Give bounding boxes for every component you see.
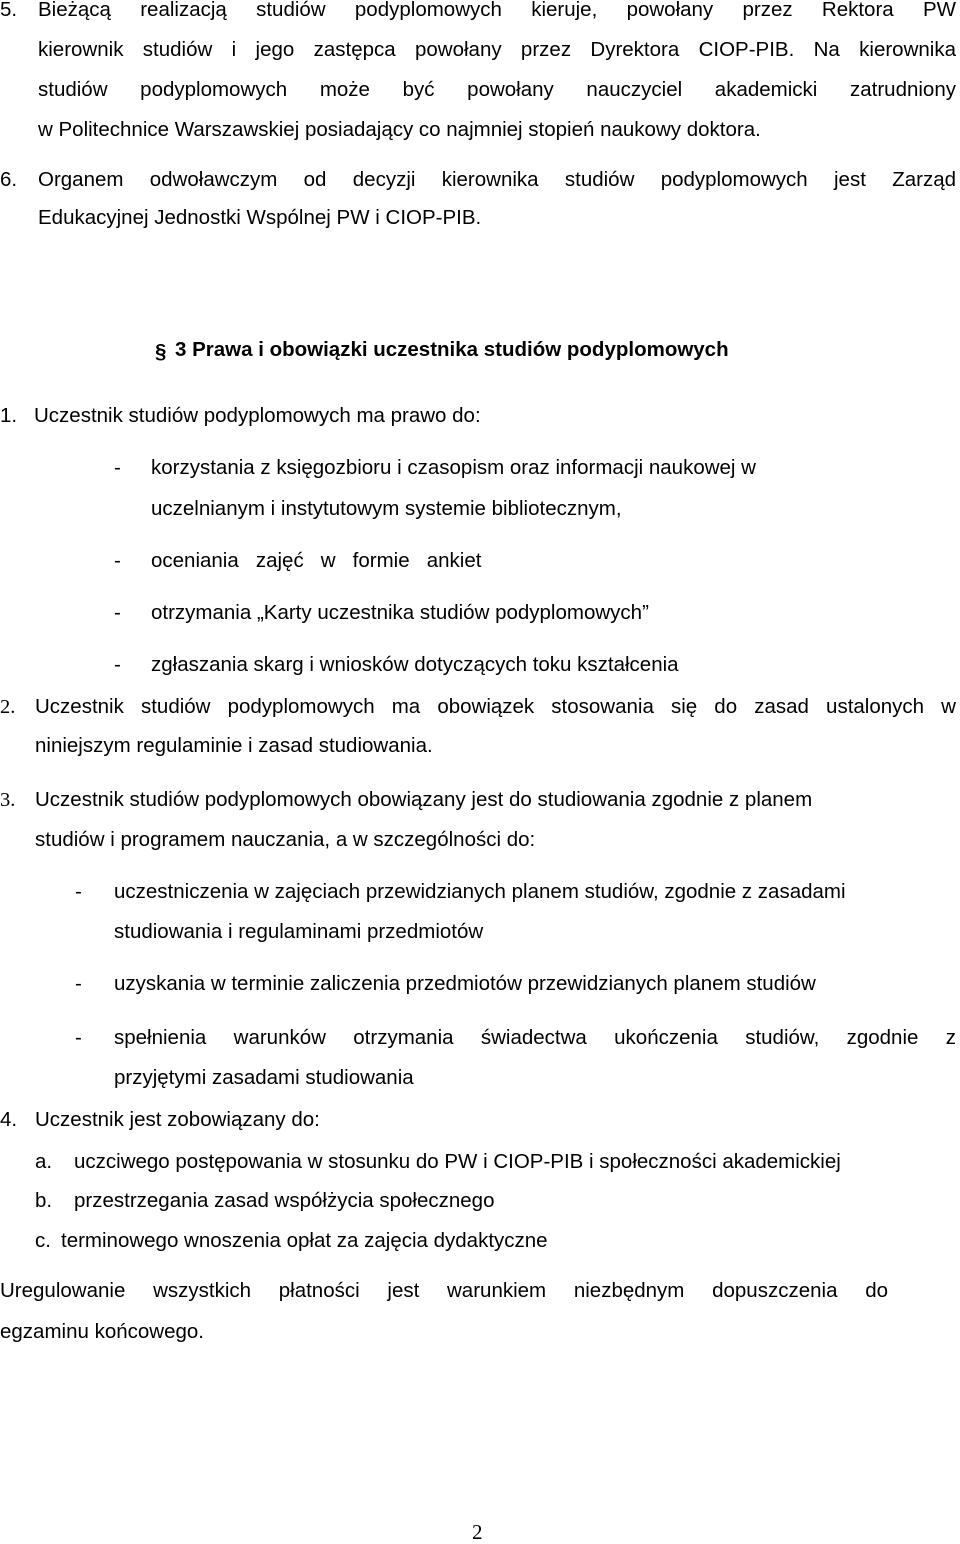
bullet-dash: - xyxy=(114,549,121,572)
text-line: przyjętymi zasadami studiowania xyxy=(114,1066,414,1089)
text-line: zgłaszania skarg i wniosków dotyczących toku kształcenia xyxy=(151,653,679,676)
item-number: 1. xyxy=(0,404,18,427)
text-line: studiów i programem nauczania, a w szczególności do: xyxy=(35,828,536,851)
text-line: niniejszym regulaminie i zasad studiowania. xyxy=(35,734,433,757)
bullet-dash: - xyxy=(75,880,82,903)
bullet-dash: - xyxy=(75,972,82,995)
bullet-dash: - xyxy=(75,1026,82,1049)
text-line: kierownik studiów i jego zastępca powołany przez Dyrektora CIOP-PIB. Na kierownika xyxy=(38,38,956,61)
text-line: przestrzegania zasad współżycia społecznego xyxy=(74,1189,495,1212)
text-line: korzystania z księgozbioru i czasopism oraz informacji naukowej w xyxy=(151,456,756,479)
text-line: uczciwego postępowania w stosunku do PW i CIOP-PIB i społeczności akademickiej xyxy=(74,1150,841,1173)
bullet-dash: - xyxy=(114,653,121,676)
text-line: studiowania i regulaminami przedmiotów xyxy=(114,920,484,943)
text-line: Uczestnik studiów podyplomowych ma prawo do: xyxy=(34,404,481,427)
text-line: spełnienia warunków otrzymania świadectwa ukończenia studiów, zgodnie z xyxy=(114,1026,956,1049)
bullet-dash: - xyxy=(114,456,121,479)
text-line: Bieżącą realizacją studiów podyplomowych kieruje, powołany przez Rektora PW xyxy=(38,0,956,21)
item-number: 4. xyxy=(0,1108,18,1131)
text-line: Uregulowanie wszystkich płatności jest warunkiem niezbędnym dopuszczenia do xyxy=(0,1279,888,1302)
text-line: Organem odwoławczym od decyzji kierownika studiów podyplomowych jest Zarząd xyxy=(38,168,956,191)
item-number: 3. xyxy=(0,789,16,811)
page-number: 2 xyxy=(472,1520,483,1544)
sub-item-label: b. xyxy=(35,1189,53,1212)
item-number: 5. xyxy=(0,0,18,21)
sub-item-label: c. xyxy=(35,1229,51,1252)
text-line: oceniania zajęć w formie ankiet xyxy=(151,549,482,572)
text-line: Uczestnik jest zobowiązany do: xyxy=(35,1108,320,1131)
item-number: 6. xyxy=(0,168,18,191)
bullet-dash: - xyxy=(114,601,121,624)
text-line: Uczestnik studiów podyplomowych obowiązany jest do studiowania zgodnie z planem xyxy=(35,788,813,811)
heading-text: 3 Prawa i obowiązki uczestnika studiów podyplomowych xyxy=(175,338,729,361)
sub-item-label: a. xyxy=(35,1150,53,1173)
paragraph-sign: § xyxy=(155,340,167,363)
text-line: w Politechnice Warszawskiej posiadający co najmniej stopień naukowy doktora. xyxy=(38,118,761,141)
text-line: uczestniczenia w zajęciach przewidzianych planem studiów, zgodnie z zasadami xyxy=(114,880,846,903)
text-line: terminowego wnoszenia opłat za zajęcia dydaktyczne xyxy=(61,1229,548,1252)
item-number: 2. xyxy=(0,696,16,718)
text-line: otrzymania „Karty uczestnika studiów podyplomowych” xyxy=(151,601,649,624)
text-line: Uczestnik studiów podyplomowych ma obowiązek stosowania się do zasad ustalonych w xyxy=(35,695,956,718)
text-line: uczelnianym i instytutowym systemie bibliotecznym, xyxy=(151,497,622,520)
text-line: uzyskania w terminie zaliczenia przedmiotów przewidzianych planem studiów xyxy=(114,972,816,995)
text-line: studiów podyplomowych może być powołany nauczyciel akademicki zatrudniony xyxy=(38,78,956,101)
text-line: Edukacyjnej Jednostki Wspólnej PW i CIOP-PIB. xyxy=(38,206,482,229)
text-line: egzaminu końcowego. xyxy=(0,1320,204,1343)
